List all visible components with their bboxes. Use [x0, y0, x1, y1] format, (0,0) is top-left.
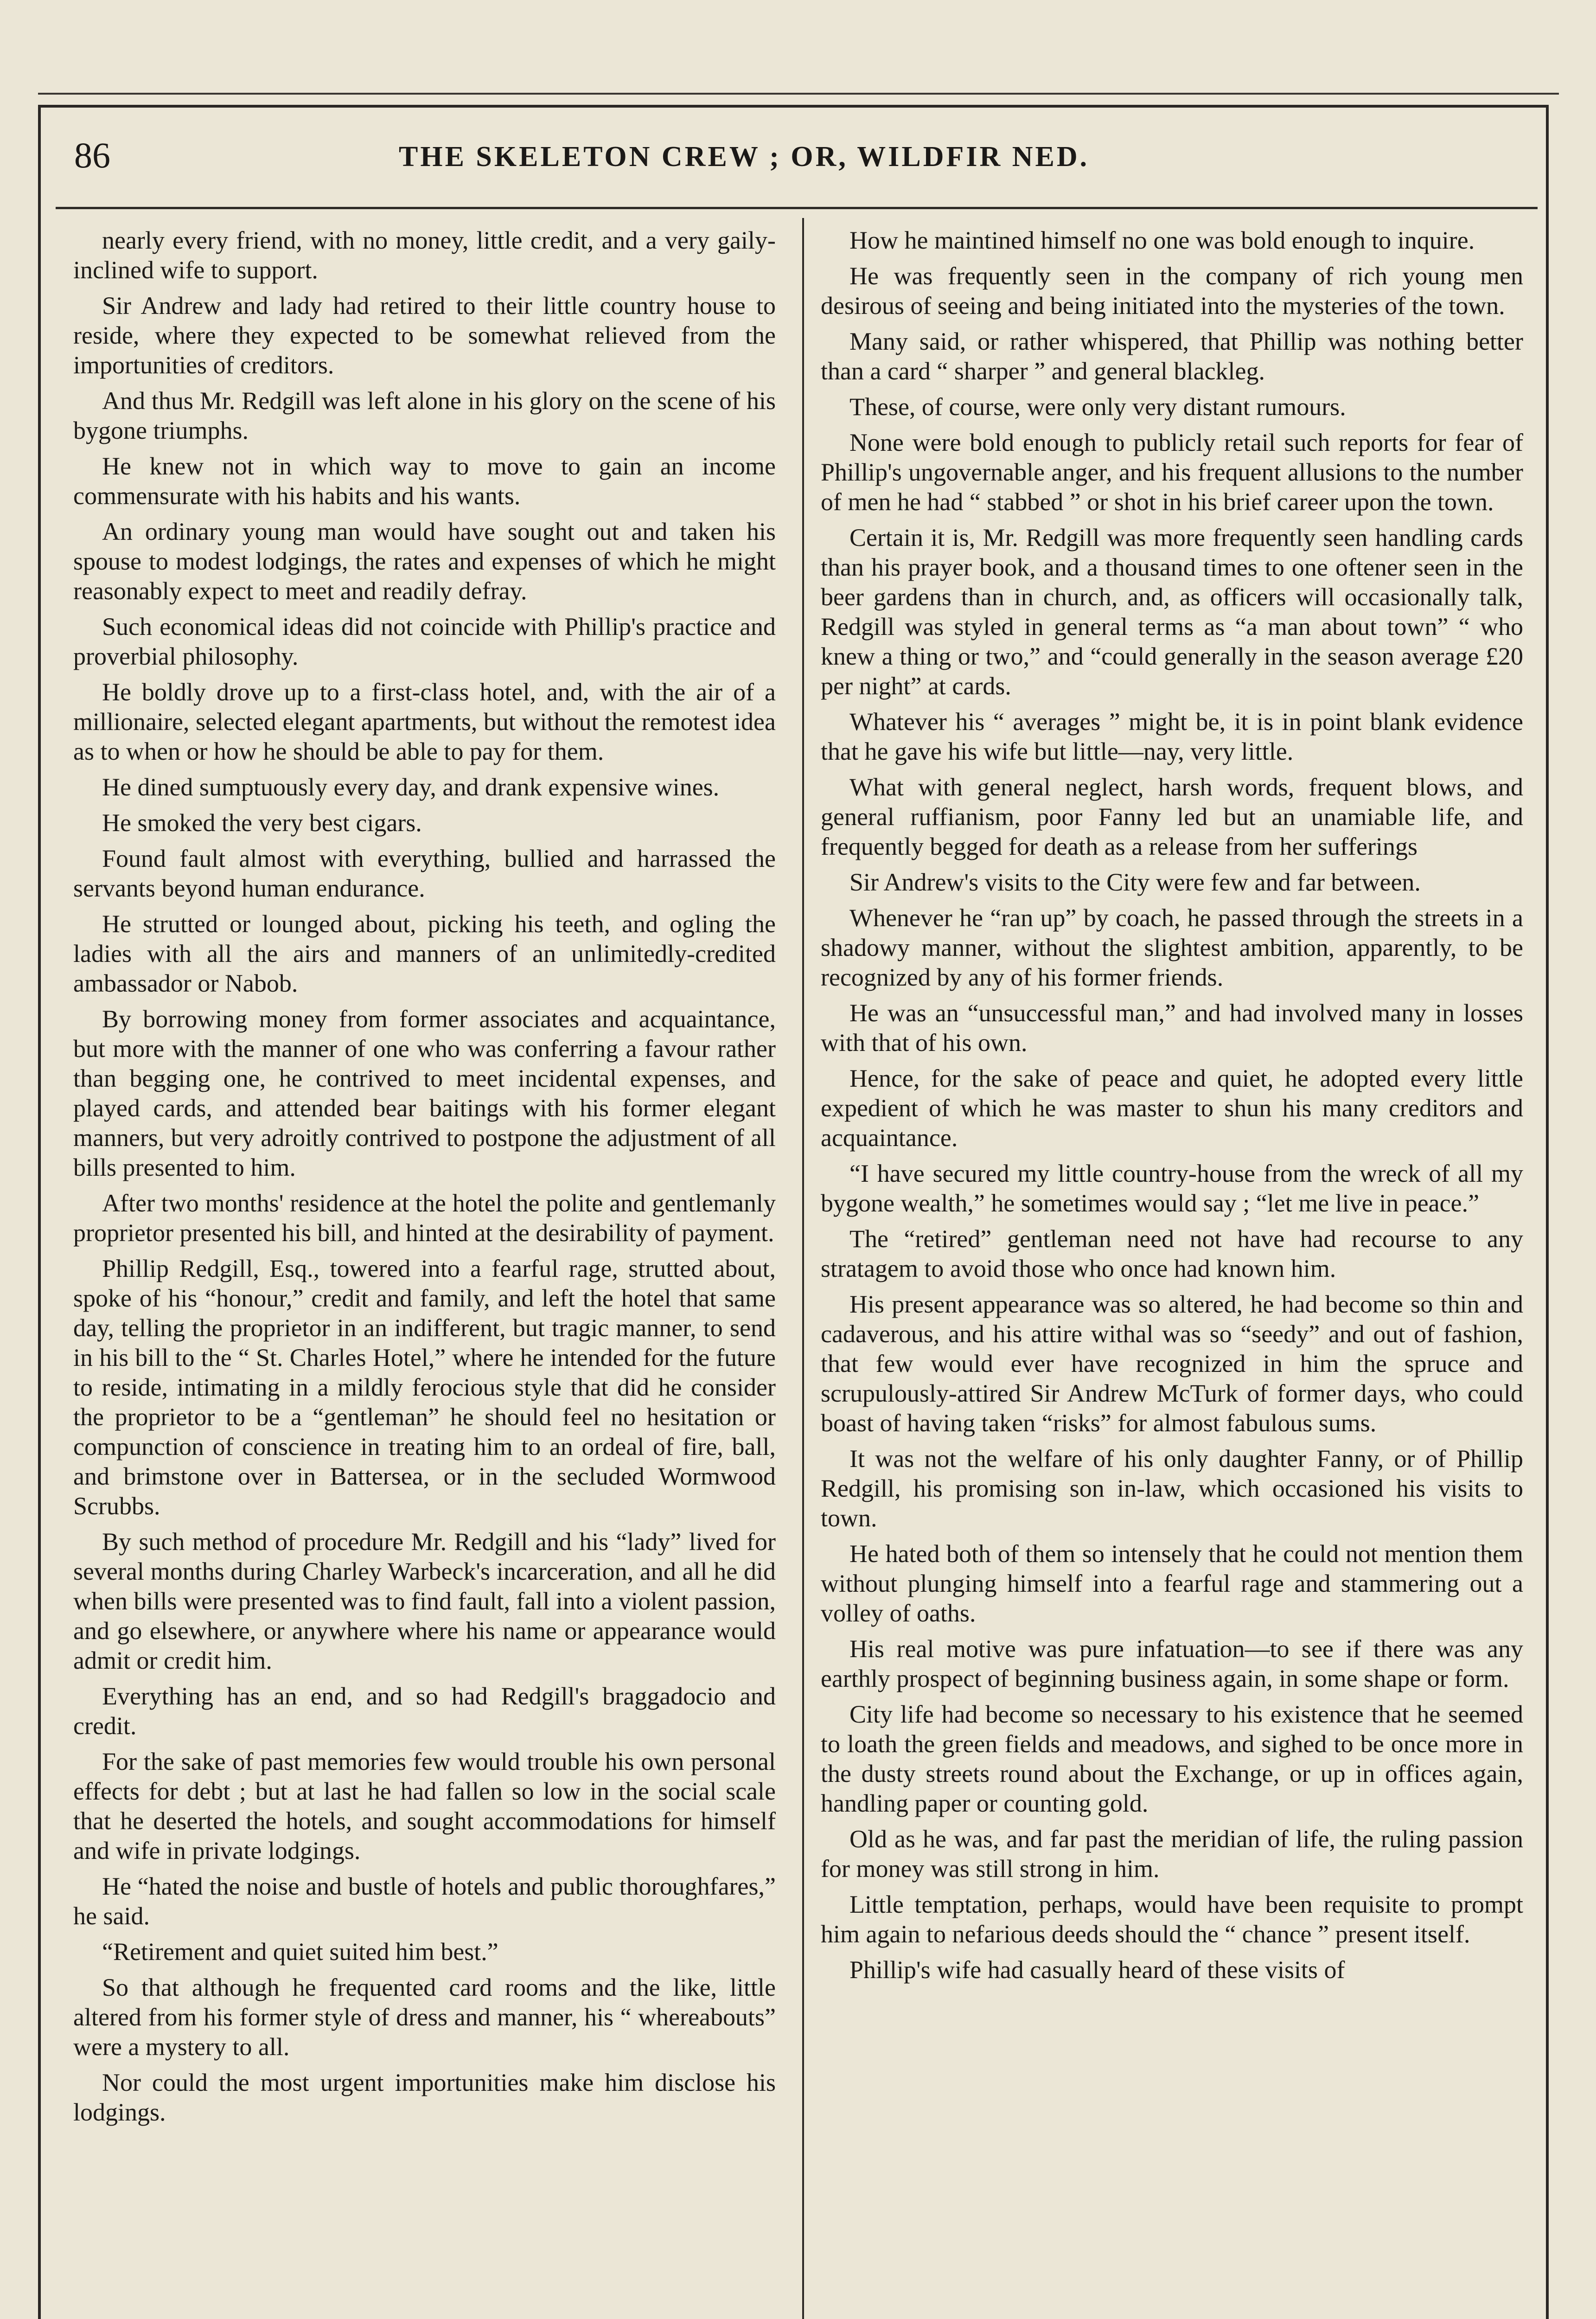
- paragraph: Certain it is, Mr. Redgill was more frequently seen handling cards than his prayer book, and a thousand times to one oftener seen in the beer gardens than in church, and, as officers will occasionally talk, Redgill was styled in general terms as “a man about town” “ who knew a thing or two,” and “could generally in the season average £20 per night” at cards.: [821, 524, 1523, 700]
- paragraph: The “retired” gentleman need not have had recourse to any stratagem to avoid those who once had known him.: [821, 1225, 1523, 1282]
- top-border-line: [38, 93, 1559, 95]
- paragraph: nearly every friend, with no money, little credit, and a very gaily-inclined wife to support.: [73, 226, 776, 284]
- paragraph: Everything has an end, and so had Redgill's braggadocio and credit.: [73, 1682, 776, 1740]
- running-head: THE SKELETON CREW ; OR, WILDFIR NED.: [399, 141, 1090, 173]
- paragraph: Found fault almost with everything, bullied and harrassed the servants beyond human endurance.: [73, 845, 776, 902]
- paragraph: How he maintined himself no one was bold enough to inquire.: [849, 226, 1475, 254]
- paragraph: “Retirement and quiet suited him best.”: [102, 1938, 498, 1966]
- paragraph: His real motive was pure infatuation—to see if there was any earthly prospect of beginning business again, in some shape or form.: [821, 1635, 1523, 1692]
- paragraph: Many said, or rather whispered, that Phillip was nothing better than a card “ sharper ” and general blackleg.: [821, 327, 1523, 385]
- paragraph: Old as he was, and far past the meridian of life, the ruling passion for money was still strong in him.: [821, 1825, 1523, 1883]
- left-column: [73, 225, 776, 2319]
- paragraph: “I have secured my little country-house from the wreck of all my bygone wealth,” he sometimes would say ; “let me live in peace.”: [821, 1160, 1523, 1217]
- paragraph: Little temptation, perhaps, would have been requisite to prompt him again to nefarious deeds should the “ chance ” present itself.: [821, 1890, 1523, 1948]
- paragraph: He “hated the noise and bustle of hotels and public thoroughfares,” he said.: [73, 1872, 776, 1930]
- paragraph: Nor could the most urgent importunities make him disclose his lodgings.: [73, 2069, 776, 2126]
- paragraph: He strutted or lounged about, picking his teeth, and ogling the ladies with all the airs and manners of an unlimitedly-credited ambassador or Nabob.: [73, 910, 776, 997]
- page-header: [74, 135, 1521, 190]
- paragraph: For the sake of past memories few would trouble his own personal effects for debt ; but at last he had fallen so low in the social scale that he deserted the hotels, and sought accommodations for himself and wife in private lodgings.: [73, 1748, 776, 1864]
- paragraph: City life had become so necessary to his existence that he seemed to loath the green fields and meadows, and sighed to be once more in the dusty streets round about the Exchange, or up in offices again, handling paper or counting gold.: [821, 1700, 1523, 1817]
- paragraph: He was an “unsuccessful man,” and had involved many in losses with that of his own.: [821, 999, 1523, 1057]
- paragraph: It was not the welfare of his only daughter Fanny, or of Phillip Redgill, his promising son in-law, which occasioned his visits to town.: [821, 1445, 1523, 1532]
- paragraph: He was frequently seen in the company of rich young men desirous of seeing and being initiated into the mysteries of the town.: [821, 262, 1523, 320]
- paragraph: Sir Andrew's visits to the City were few and far between.: [849, 868, 1421, 896]
- paragraph: So that although he frequented card rooms and the like, little altered from his former style of dress and manner, his “ whereabouts” were a mystery to all.: [73, 1973, 776, 2061]
- header-rule: [56, 207, 1538, 209]
- paragraph: And thus Mr. Redgill was left alone in his glory on the scene of his bygone triumphs.: [73, 387, 776, 444]
- paragraph: Hence, for the sake of peace and quiet, he adopted every little expedient of which he was master to shun his many creditors and acquaintance.: [821, 1064, 1523, 1152]
- paragraph: He boldly drove up to a first-class hotel, and, with the air of a millionaire, selected elegant apartments, but without the remotest idea as to when or how he should be able to pay for them.: [73, 678, 776, 765]
- paragraph: Such economical ideas did not coincide with Phillip's practice and proverbial philosophy.: [73, 613, 776, 670]
- paragraph: What with general neglect, harsh words, frequent blows, and general ruffianism, poor Fanny led but an unamiable life, and frequently begged for death as a release from her sufferings: [821, 773, 1523, 860]
- paragraph: By borrowing money from former associates and acquaintance, but more with the manner of one who was conferring a favour rather than begging one, he contrived to meet incidental expenses, and played cards, and attended bear baitings with his former elegant manners, but very adroitly contrived to postpone the adjustment of all bills presented to him.: [73, 1005, 776, 1181]
- paragraph: Phillip's wife had casually heard of these visits of: [849, 1956, 1345, 1984]
- page-number: 86: [74, 135, 110, 175]
- paragraph: An ordinary young man would have sought out and taken his spouse to modest lodgings, the rates and expenses of which he might reasonably expect to meet and readily defray.: [73, 518, 776, 605]
- paragraph: Phillip Redgill, Esq., towered into a fearful rage, strutted about, spoke of his “honour,” credit and family, and left the hotel that same day, telling the proprietor in an indifferent, but tragic manner, to send in his bill to the “ St. Charles Hotel,” where he intended for the future to reside, intimating in a mildly ferocious style that did he consider the proprietor to be a “gentleman” he should feel no hesitation or compunction of conscience in treating him to an ordeal of fire, ball, and brimstone over in Battersea, or in the secluded Wormwood Scrubbs.: [73, 1255, 776, 1520]
- paragraph: He knew not in which way to move to gain an income commensurate with his habits and his wants.: [73, 452, 776, 510]
- paragraph: His present appearance was so altered, he had become so thin and cadaverous, and his attire withal was so “seedy” and out of fashion, that few would ever have recognized in him the spruce and scrupulously-attired Sir Andrew McTurk of former days, who could boast of having taken “risks” for almost fabulous sums.: [821, 1290, 1523, 1437]
- paragraph: By such method of procedure Mr. Redgill and his “lady” lived for several months during Charley Warbeck's incarceration, and all he did when bills were presented was to find fault, fall into a violent passion, and go elsewhere, or anywhere where his name or appearance would admit or credit him.: [73, 1528, 776, 1674]
- column-divider: [802, 218, 804, 2319]
- paragraph: He hated both of them so intensely that he could not mention them without plunging himself into a fearful rage and stammering out a volley of oaths.: [821, 1540, 1523, 1627]
- paragraph: None were bold enough to publicly retail such reports for fear of Phillip's ungovernable anger, and his frequent allusions to the number of men he had “ stabbed ” or shot in his brief career upon the town.: [821, 429, 1523, 516]
- paragraph: These, of course, were only very distant rumours.: [849, 393, 1346, 421]
- paragraph: Sir Andrew and lady had retired to their little country house to reside, where they expected to be somewhat relieved from the importunities of creditors.: [73, 292, 776, 379]
- right-column: [821, 225, 1523, 2319]
- paragraph: Whenever he “ran up” by coach, he passed through the streets in a shadowy manner, without the slightest ambition, apparently, to be recognized by any of his former friends.: [821, 904, 1523, 991]
- paragraph: Whatever his “ averages ” might be, it is in point blank evidence that he gave his wife but little—nay, very little.: [821, 708, 1523, 765]
- paragraph: He dined sumptuously every day, and drank expensive wines.: [102, 773, 720, 801]
- paragraph: After two months' residence at the hotel the polite and gentlemanly proprietor presented his bill, and hinted at the desirability of payment.: [73, 1189, 776, 1247]
- paragraph: He smoked the very best cigars.: [102, 809, 422, 837]
